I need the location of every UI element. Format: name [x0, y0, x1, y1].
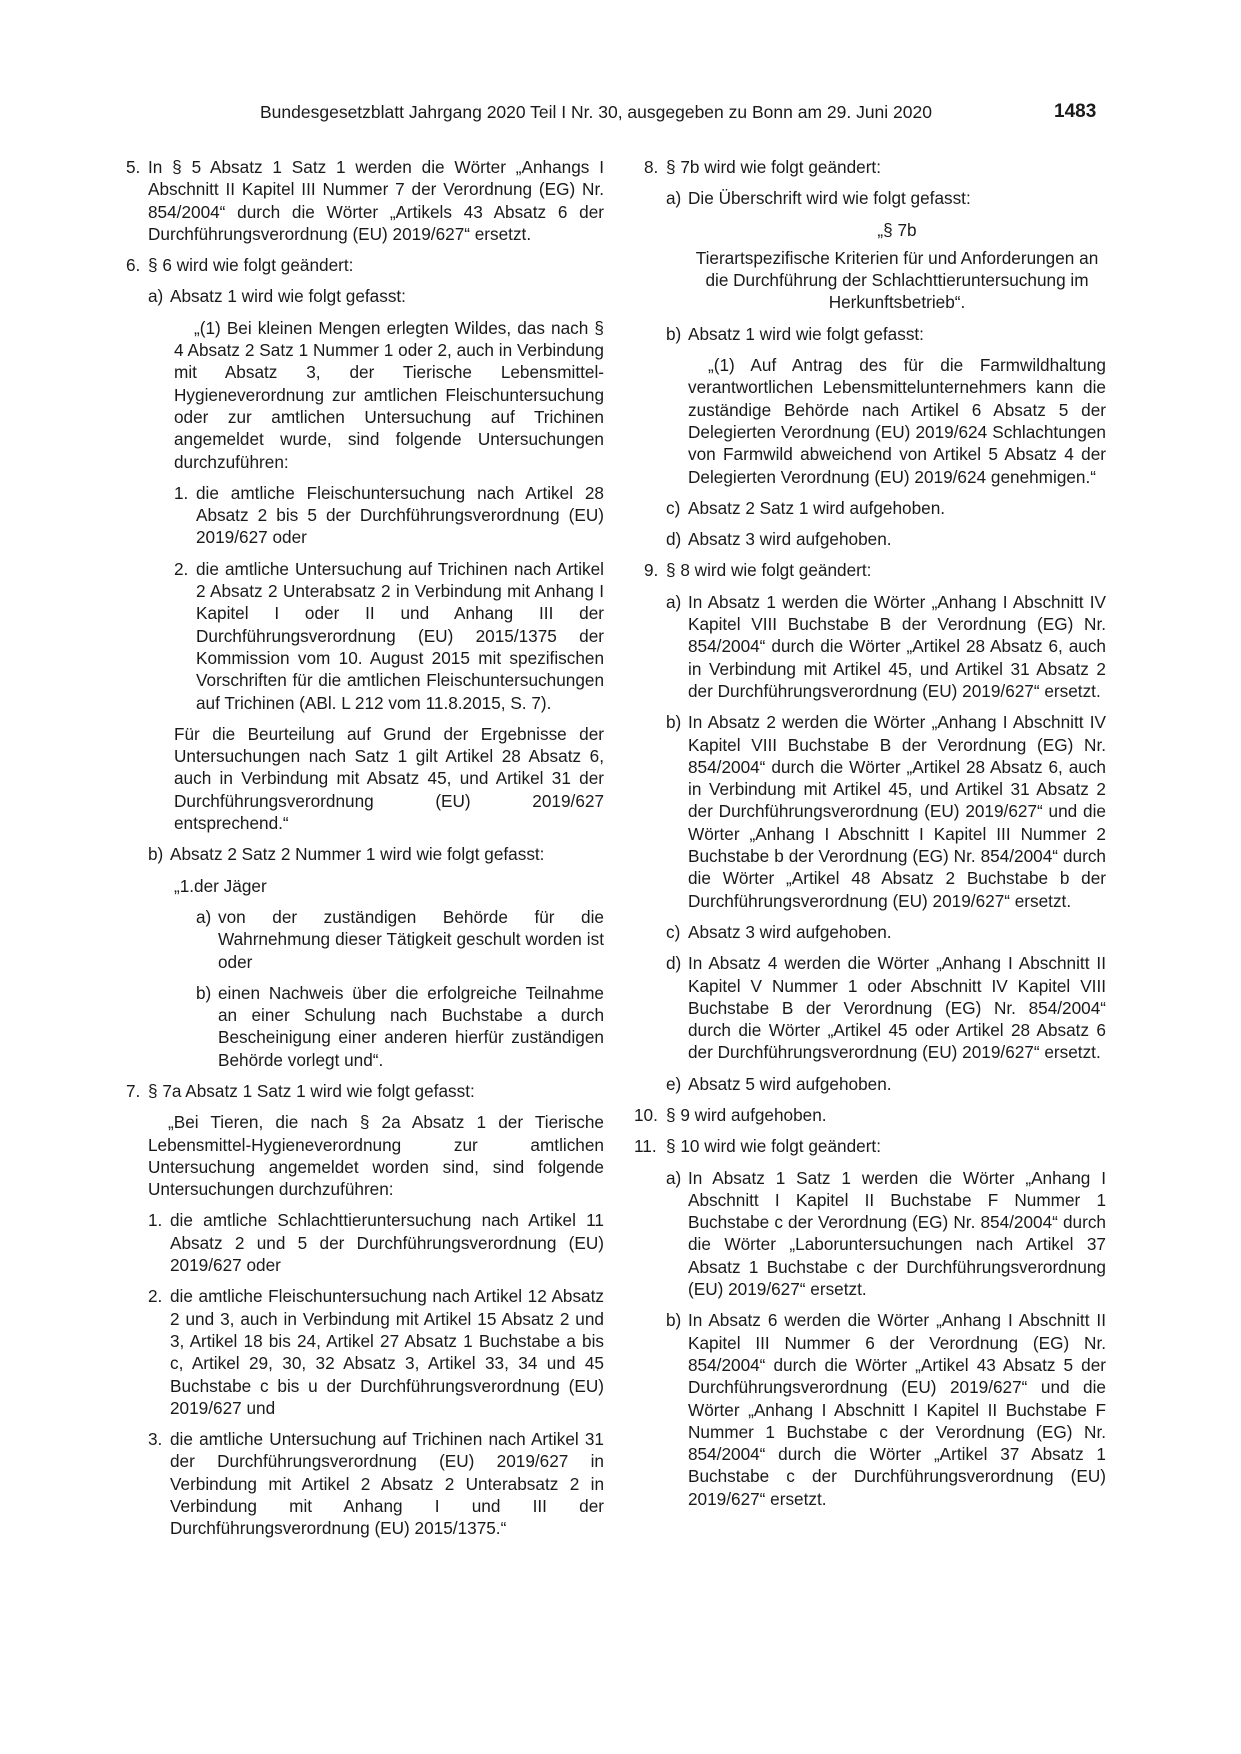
page-header: [0, 100, 1241, 124]
item-number: c): [666, 921, 681, 942]
item-text: Absatz 2 Satz 1 wird aufgehoben.: [688, 497, 946, 518]
item-text: In Absatz 4 werden die Wörter „Anhang I Abschnitt II Kapitel V Nummer 1 oder Abschnitt IV Kapitel VIII Buchstabe B der Verordnung (EG) Nr. 854/2004“ durch die Wörter „Artikel 45 oder Artikel 28 Absatz 6 der Durchführungsverordnung (EU) 2019/627“ ersetzt.: [688, 953, 1106, 1063]
item-text: § 8 wird wie folgt geändert:: [666, 560, 872, 581]
list-item: [126, 254, 604, 276]
item-number: a): [148, 286, 164, 307]
item-text: die amtliche Untersuchung auf Trichinen nach Artikel 31 der Durchführungsverordnung (EU) 2019/627 in Verbindung mit Artikel 2 Absatz 2 Unterabsatz 2 in Verbindung mit Anhang I und III der Durchführungsverordnung (EU) 2015/1375.“: [170, 1429, 604, 1539]
item-text: Absatz 3 wird aufgehoben.: [688, 921, 892, 942]
list-item: [126, 156, 604, 245]
item-number: 9.: [644, 560, 659, 581]
list-item: [644, 1167, 1106, 1301]
item-number: 6.: [126, 255, 141, 276]
list-item: [634, 1135, 1106, 1157]
item-text: § 7b wird wie folgt geändert:: [666, 157, 881, 177]
heading-block: [644, 219, 1106, 314]
item-text: Absatz 3 wird aufgehoben.: [688, 529, 892, 550]
item-number: 2.: [148, 1286, 163, 1307]
item-number: 5.: [126, 157, 141, 177]
item-number: e): [666, 1073, 682, 1094]
item-number: 8.: [644, 157, 659, 177]
item-number: 10.: [634, 1104, 658, 1125]
item-number: d): [666, 529, 682, 550]
item-number: 1.: [148, 1210, 163, 1231]
item-text: § 7a Absatz 1 Satz 1 wird wie folgt gefasst:: [148, 1080, 475, 1101]
quoted-paragraph: [644, 354, 1106, 488]
list-item: [126, 1428, 604, 1539]
item-text: In § 5 Absatz 1 Satz 1 werden die Wörter „Anhangs I Abschnitt II Kapitel III Nummer 7 der Verordnung (EG) Nr. 854/2004“ durch die Wörter „Artikels 43 Absatz 6 der Durchführungsverordnung (EU) 2019/627“ ersetzt.: [148, 157, 604, 244]
list-item: [644, 187, 1106, 209]
list-item: [644, 952, 1106, 1063]
right-column: [634, 156, 1106, 1519]
item-number: b): [666, 323, 682, 344]
gazette-title: Bundesgesetzblatt Jahrgang 2020 Teil I Nr. 30, ausgegeben zu Bonn am 29. Juni 2020: [260, 102, 932, 122]
list-item: [126, 843, 604, 865]
item-text: In Absatz 2 werden die Wörter „Anhang I Abschnitt IV Kapitel VIII Buchstabe B der Verordnung (EG) Nr. 854/2004“ durch die Wörter „Artikel 28 Absatz 6, auch in Verbindung mit Artikel 45, und Artikel 31 Absatz 2 der Durchführungsverordnung (EU) 2019/627“ und die Wörter „Anhang I Abschnitt I Kapitel III Nummer 2 Buchstabe b der Verordnung (EG) Nr. 854/2004“ durch die Wörter „Artikel 48 Absatz 2 Buchstabe b der Durchführungsverordnung (EU) 2019/627“ ersetzt.: [688, 712, 1106, 911]
item-number: 7.: [126, 1080, 141, 1101]
list-item: [644, 497, 1106, 519]
list-item: [644, 921, 1106, 943]
quote-text: „Bei Tieren, die nach § 2a Absatz 1 der Tierische Lebensmittel-Hygieneverordnung zur amtlichen Untersuchung angemeldet worden sind, sind folgende Untersuchungen durchzuführen:: [148, 1112, 604, 1200]
item-number: 1.: [174, 482, 189, 503]
list-item: [644, 156, 1106, 178]
quote-text: „(1) Auf Antrag des für die Farmwildhaltung verantwortlichen Lebensmittelunternehmers kann die zuständige Behörde nach Artikel 6 Absatz 5 der Delegierten Verordnung (EU) 2019/624 Schlachtungen von Farmwild abweichend von Artikel 5 Absatz 4 der Delegierten Verordnung (EU) 2019/624 genehmigen.“: [688, 355, 1106, 487]
item-text: die amtliche Untersuchung auf Trichinen nach Artikel 2 Absatz 2 Unterabsatz 2 in Verbindung mit Anhang I Kapitel I oder II und Anhang III der Durchführungsverordnung (EU) 2015/1375 der Kommission vom 10. August 2015 mit spezifischen Vorschriften für die amtlichen Fleischuntersuchungen auf Trichinen (ABl. L 212 vom 11.8.2015, S. 7).: [196, 558, 604, 713]
list-item: [644, 711, 1106, 912]
list-item: [644, 1073, 1106, 1095]
item-text: Absatz 5 wird aufgehoben.: [688, 1073, 892, 1094]
item-text: § 10 wird wie folgt geändert:: [666, 1136, 881, 1157]
item-number: d): [666, 953, 682, 974]
list-item: [644, 591, 1106, 702]
item-number: 2.: [174, 558, 189, 579]
item-text: einen Nachweis über die erfolgreiche Teilnahme an einer Schulung nach Buchstabe a durch Bescheinigung einer anderen hierfür zuständigen Behörde vorlegt und“.: [218, 982, 604, 1070]
item-text: die amtliche Fleischuntersuchung nach Artikel 28 Absatz 2 bis 5 der Durchführungsverordnung (EU) 2019/627 oder: [196, 482, 604, 548]
list-item: [126, 1209, 604, 1276]
item-text: von der zuständigen Behörde für die Wahrnehmung dieser Tätigkeit geschult worden ist oder: [218, 906, 604, 972]
item-text: Die Überschrift wird wie folgt gefasst:: [688, 188, 971, 209]
list-item: [126, 1285, 604, 1419]
item-number: a): [666, 1167, 682, 1188]
item-text: § 9 wird aufgehoben.: [666, 1104, 827, 1125]
item-number: b): [666, 1310, 682, 1331]
section-title: Tierartspezifische Kriterien für und Anforderungen an die Durchführung der Schlachttieruntersuchung im Herkunftsbetrieb“.: [695, 247, 1099, 313]
list-item: [644, 528, 1106, 550]
list-item: [126, 906, 604, 973]
paragraph-text: Für die Beurteilung auf Grund der Ergebnisse der Untersuchungen nach Satz 1 gilt Artikel 28 Absatz 6, auch in Verbindung mit Absatz 45, und Artikel 31 der Durchführungsverordnung (EU) 2019/627 entsprechend.“: [174, 723, 604, 834]
item-number: a): [666, 591, 682, 612]
item-number: b): [148, 844, 164, 865]
item-text: Absatz 1 wird wie folgt gefasst:: [170, 286, 406, 307]
list-item: [644, 1309, 1106, 1510]
list-item: [634, 1104, 1106, 1126]
item-number: b): [196, 982, 212, 1003]
item-number: c): [666, 497, 681, 518]
item-text: In Absatz 1 Satz 1 werden die Wörter „Anhang I Abschnitt I Kapitel II Buchstabe F Nummer 1 Buchstabe c der Verordnung (EG) Nr. 854/2004“ durch die Wörter „Laboruntersuchungen nach Artikel 37 Absatz 1 Buchstabe c der Durchführungsverordnung (EU) 2019/627“ ersetzt.: [688, 1167, 1106, 1300]
item-text: Absatz 2 Satz 2 Nummer 1 wird wie folgt gefasst:: [170, 844, 545, 865]
item-text: § 6 wird wie folgt geändert:: [148, 255, 354, 276]
list-item: [126, 285, 604, 307]
quoted-paragraph: [126, 875, 604, 897]
quoted-paragraph: [126, 1111, 604, 1200]
list-item: [126, 482, 604, 549]
item-text: In Absatz 6 werden die Wörter „Anhang I Abschnitt II Kapitel III Nummer 6 der Verordnung (EG) Nr. 854/2004“ durch die Wörter „Artikel 43 Absatz 5 der Durchführungsverordnung (EU) 2019/627“ und die Wörter „Anhang I Abschnitt I Kapitel II Buchstabe F Nummer 1 Buchstabe c der Verordnung (EG) Nr. 854/2004“ durch die Wörter „Artikel 37 Absatz 1 Buchstabe c der Durchführungsverordnung (EU) 2019/627“ ersetzt.: [688, 1310, 1106, 1509]
item-number: b): [666, 712, 682, 733]
item-text: die amtliche Fleischuntersuchung nach Artikel 12 Absatz 2 und 3, auch in Verbindung mit Artikel 15 Absatz 2 und 3, Artikel 18 bis 24, Artikel 27 Absatz 1 Buchstabe a bis c, Artikel 29, 30, 32 Absatz 3, Artikel 33, 34 und 45 Buchstabe c bis u der Durchführungsverordnung (EU) 2019/627 und: [170, 1286, 604, 1418]
list-item: [644, 559, 1106, 581]
list-item: [126, 558, 604, 714]
item-text: In Absatz 1 werden die Wörter „Anhang I Abschnitt IV Kapitel VIII Buchstabe B der Verordnung (EG) Nr. 854/2004“ durch die Wörter „Artikel 28 Absatz 6, auch in Verbindung mit Artikel 45, und Artikel 31 Absatz 2 der Durchführungsverordnung (EU) 2019/627“ ersetzt.: [688, 591, 1106, 701]
section-heading: „§ 7b: [877, 219, 917, 240]
quote-text: „(1) Bei kleinen Mengen erlegten Wildes, das nach § 4 Absatz 2 Satz 1 Nummer 1 oder 2, auch in Verbindung mit Absatz 3, der Tierische Lebensmittel-Hygieneverordnung zur amtlichen Fleischuntersuchung oder zur amtlichen Untersuchung auf Trichinen angemeldet wurde, sind folgende Untersuchungen durchzuführen:: [174, 317, 604, 472]
item-number: 11.: [634, 1136, 657, 1157]
paragraph: [126, 723, 604, 834]
quoted-paragraph: [126, 317, 604, 473]
item-number: 3.: [148, 1429, 163, 1450]
list-item: [126, 1080, 604, 1102]
left-column: [126, 156, 604, 1549]
item-number: a): [196, 906, 212, 927]
quote-text: „1.der Jäger: [174, 875, 267, 896]
page-number: 1483: [1054, 101, 1097, 122]
item-text: Absatz 1 wird wie folgt gefasst:: [688, 323, 924, 344]
item-number: a): [666, 188, 682, 209]
list-item: [126, 982, 604, 1071]
item-text: die amtliche Schlachttieruntersuchung nach Artikel 11 Absatz 2 und 5 der Durchführungsverordnung (EU) 2019/627 oder: [170, 1210, 604, 1276]
list-item: [644, 323, 1106, 345]
